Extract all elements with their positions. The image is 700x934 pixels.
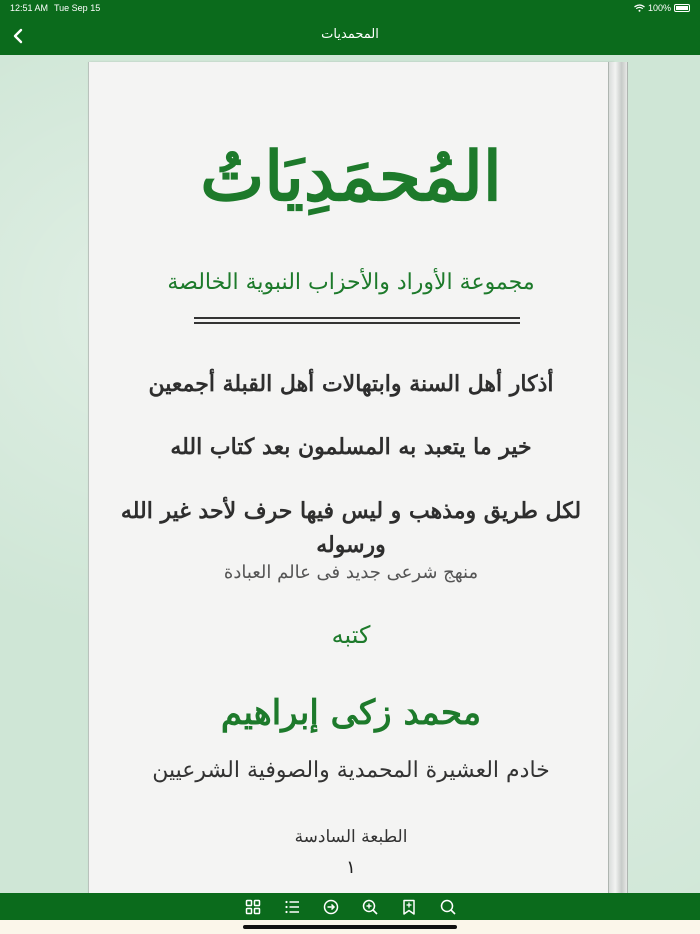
book-page[interactable] <box>88 62 613 893</box>
zoom-in-icon <box>362 899 378 915</box>
bookmark-add-icon <box>401 899 417 915</box>
description-line: منهج شرعى جديد فى عالم العبادة <box>223 562 479 583</box>
battery-icon <box>674 4 690 12</box>
goto-button[interactable] <box>321 897 341 917</box>
list-button[interactable] <box>282 897 302 917</box>
goto-icon <box>323 899 339 915</box>
page-number: ١ <box>346 857 356 878</box>
book-spine <box>608 62 628 893</box>
zoom-in-button[interactable] <box>360 897 380 917</box>
wifi-icon <box>634 4 645 12</box>
description-line: خير ما يتعبد به المسلمون بعد كتاب الله <box>170 434 532 460</box>
description-line: لكل طريق ومذهب و ليس فيها حرف لأحد غير الله ورسوله <box>120 498 582 558</box>
written-by-label: كتبه <box>331 621 371 649</box>
status-right <box>634 3 690 13</box>
author-name: محمد زكى إبراهيم <box>220 693 482 733</box>
nav-bar <box>0 18 700 55</box>
grid-button[interactable] <box>243 897 263 917</box>
nav-title: المحمديات <box>321 27 379 42</box>
bottom-toolbar <box>0 893 700 920</box>
divider-line <box>194 317 520 319</box>
book-subtitle: مجموعة الأوراد والأحزاب النبوية الخالصة <box>167 270 535 295</box>
search-button[interactable] <box>438 897 458 917</box>
book-title: المُحمَدِيَاتُ <box>200 137 502 217</box>
author-title: خادم العشيرة المحمدية والصوفية الشرعيين <box>152 758 550 783</box>
edition-label: الطبعة السادسة <box>294 827 408 847</box>
description-line: أذكار أهل السنة وابتهالات أهل القبلة أجمعين <box>148 371 554 397</box>
search-icon <box>440 899 456 915</box>
status-date: Tue Sep 15 <box>54 3 101 13</box>
bookmark-button[interactable] <box>399 897 419 917</box>
home-indicator[interactable] <box>243 925 457 929</box>
divider-line <box>194 322 520 324</box>
battery-percent: 100% <box>647 3 671 13</box>
status-bar <box>0 0 700 18</box>
list-icon <box>284 899 300 915</box>
status-time: 12:51 AM <box>10 3 49 13</box>
grid-icon <box>245 899 261 915</box>
